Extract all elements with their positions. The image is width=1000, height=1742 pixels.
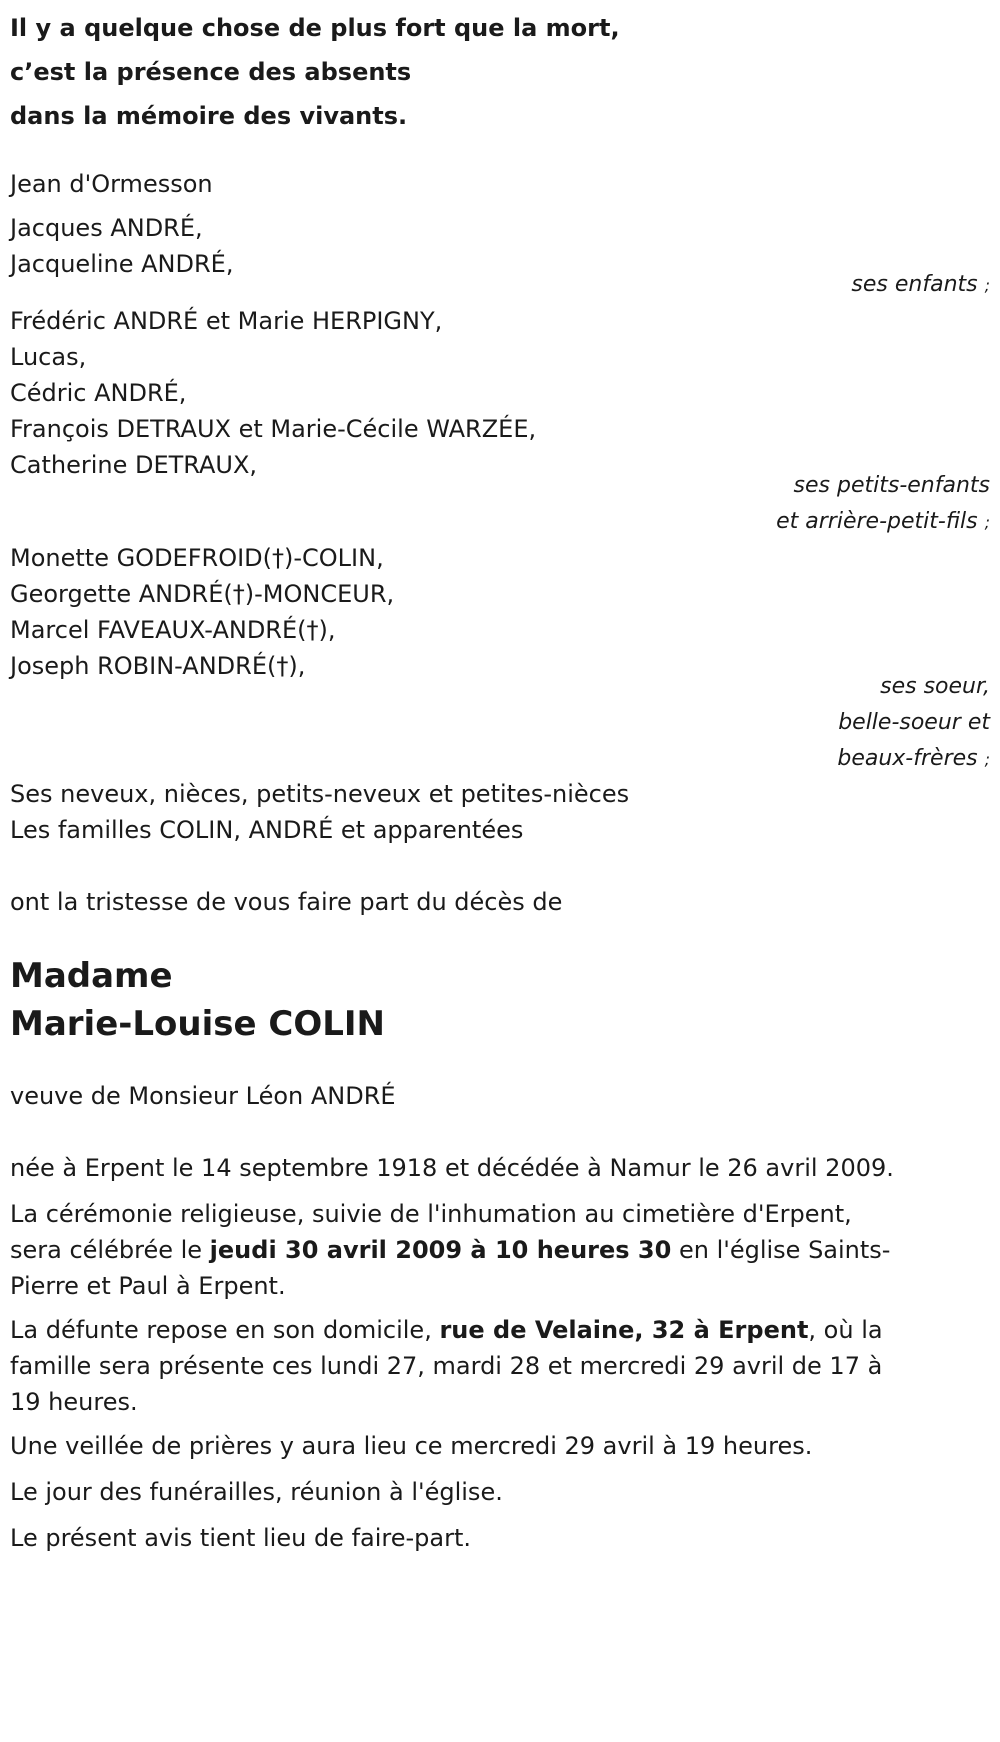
notice-line: Le présent avis tient lieu de faire-part. [10, 1524, 472, 1552]
family-member: Joseph ROBIN-ANDRÉ(†), [10, 652, 306, 680]
quote-author: Jean d'Ormesson [10, 170, 213, 198]
extended-family-line: Les familles COLIN, ANDRÉ et apparentées [10, 816, 524, 844]
family-member: Jacqueline ANDRÉ, [10, 250, 234, 278]
relation-semicolon: ; [984, 513, 990, 532]
ceremony-date: jeudi 30 avril 2009 à 10 heures 30 [209, 1236, 672, 1264]
ceremony-text: La cérémonie religieuse, suivie de l'inhumation au cimetière d'Erpent, sera célébrée le [10, 1200, 852, 1264]
family-member: Marcel FAVEAUX-ANDRÉ(†), [10, 616, 336, 644]
epigraph-quote [10, 6, 620, 138]
relation-semicolon: ; [984, 750, 990, 769]
relation-text: et arrière-petit-fils [776, 509, 978, 534]
repose-address: rue de Velaine, 32 à Erpent [439, 1316, 809, 1344]
family-member: Georgette ANDRÉ(†)-MONCEUR, [10, 580, 395, 608]
family-member: François DETRAUX et Marie-Cécile WARZÉE, [10, 415, 537, 443]
relation-label-children [851, 267, 990, 304]
relation-text: ses petits-enfants [793, 473, 990, 498]
relation-text: ses soeur, [880, 674, 990, 699]
family-member: Catherine DETRAUX, [10, 451, 258, 479]
repose-text: , où la famille sera présente ces lundi 27, mardi 28 et mercredi 29 avril de 17 à 19 heures. [10, 1316, 883, 1416]
deceased-heading [10, 952, 385, 1048]
ceremony-paragraph [10, 1196, 900, 1304]
quote-line: c’est la présence des absents [10, 58, 412, 86]
quote-line: dans la mémoire des vivants. [10, 102, 408, 130]
relation-label-siblings [837, 669, 990, 778]
family-member: Jacques ANDRÉ, [10, 214, 203, 242]
funeral-day-line: Le jour des funérailles, réunion à l'église. [10, 1478, 503, 1506]
family-member: Cédric ANDRÉ, [10, 379, 187, 407]
birth-death-line: née à Erpent le 14 septembre 1918 et décédée à Namur le 26 avril 2009. [10, 1154, 894, 1182]
family-member: Lucas, [10, 343, 87, 371]
deceased-name: Marie-Louise COLIN [10, 1004, 386, 1044]
relation-text: beaux-frères [837, 746, 978, 771]
relation-semicolon: ; [984, 276, 990, 295]
repose-paragraph [10, 1312, 900, 1420]
family-member: Frédéric ANDRÉ et Marie HERPIGNY, [10, 307, 443, 335]
quote-line: Il y a quelque chose de plus fort que la mort, [10, 14, 620, 42]
relation-text: belle-soeur et [838, 710, 990, 735]
relation-text: ses enfants [851, 272, 978, 297]
ceremony-text: en l'église Saints-Pierre et Paul à Erpent. [10, 1236, 891, 1300]
family-member: Monette GODEFROID(†)-COLIN, [10, 544, 384, 572]
deceased-title: Madame [10, 956, 173, 996]
vigil-line: Une veillée de prières y aura lieu ce mercredi 29 avril à 19 heures. [10, 1432, 813, 1460]
announcement-text: ont la tristesse de vous faire part du décès de [10, 888, 563, 916]
widow-of: veuve de Monsieur Léon ANDRÉ [10, 1082, 396, 1110]
extended-family-line: Ses neveux, nièces, petits-neveux et petites-nièces [10, 780, 630, 808]
repose-text: La défunte repose en son domicile, [10, 1316, 440, 1344]
relation-label-grandchildren [776, 468, 990, 541]
